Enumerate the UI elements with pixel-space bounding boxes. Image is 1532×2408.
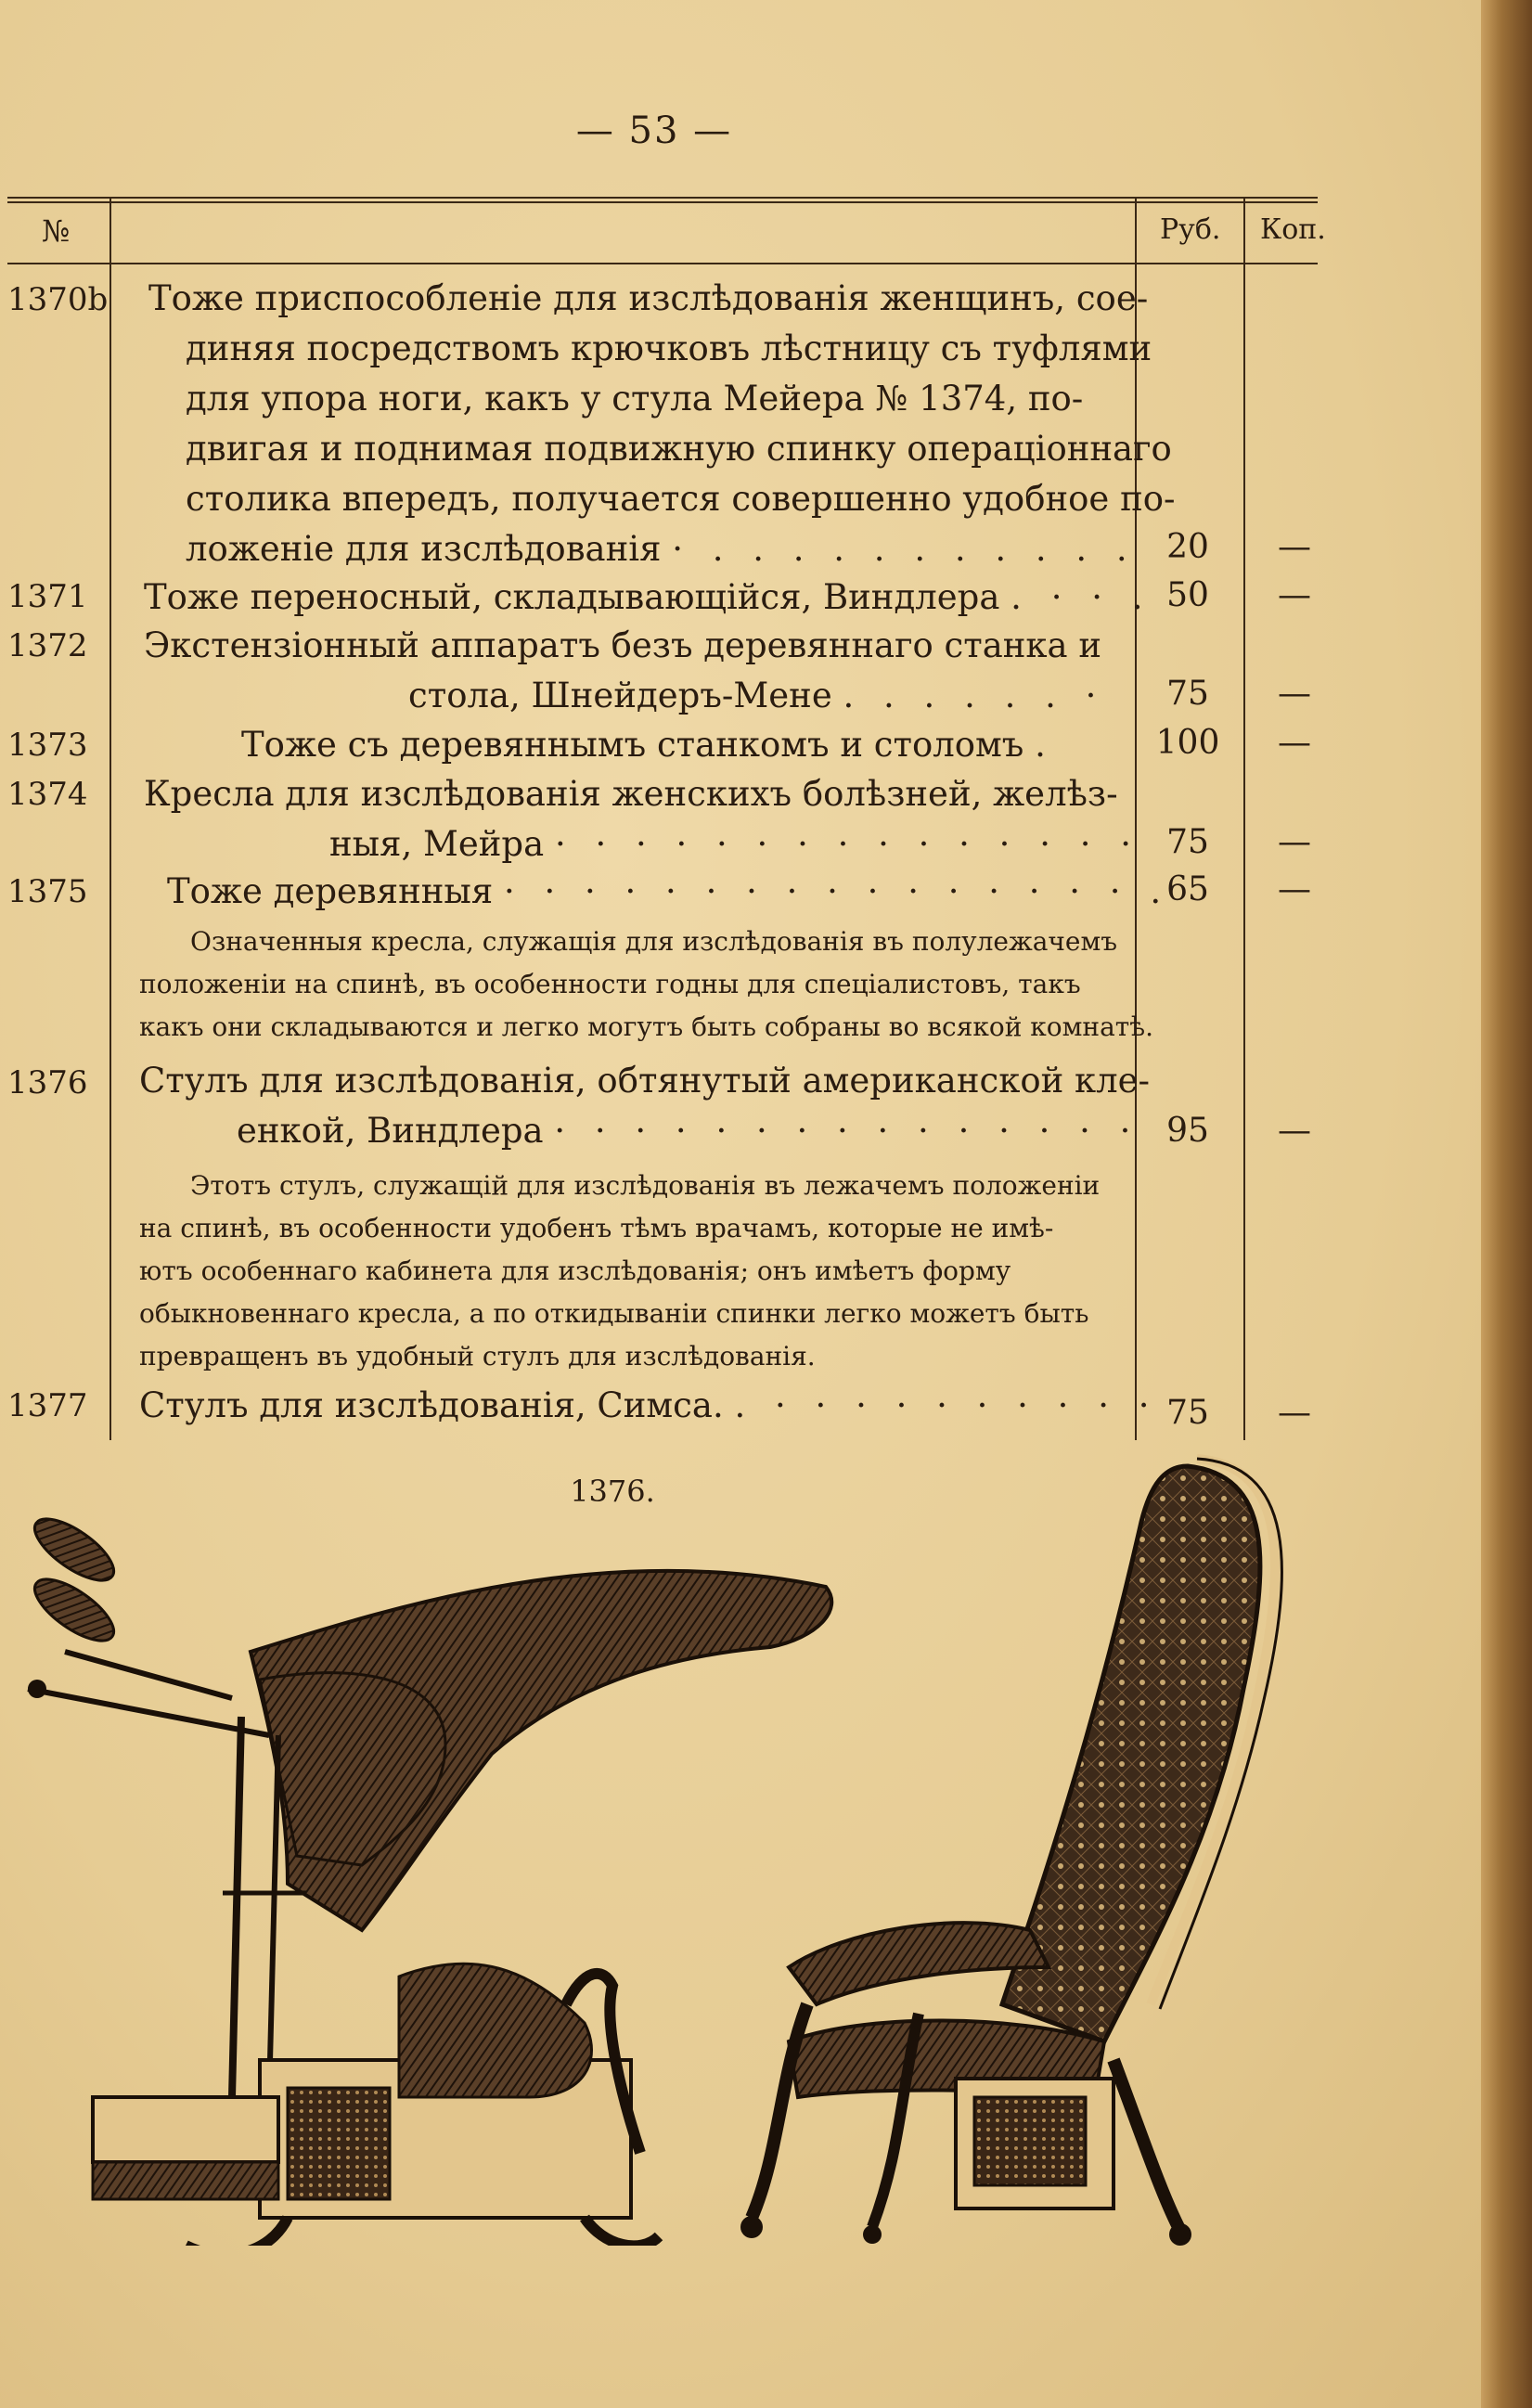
price-kop: —	[1278, 870, 1311, 908]
price-rub: 75	[1166, 675, 1209, 713]
text-column-rule	[1135, 197, 1137, 1440]
page-number: — 53 —	[575, 109, 733, 152]
right-armchair-icon	[740, 1459, 1281, 2246]
entry-number: 1373	[7, 727, 88, 764]
price-kop: —	[1278, 724, 1311, 762]
entry-text-line: ныя, Мейра · · · · · · · · · · · · · · ·	[329, 824, 1141, 864]
entry-text-line: Тоже деревянныя · · · · · · · · · · · · · · · · .	[167, 871, 1171, 911]
price-kop: —	[1278, 528, 1311, 566]
entry-number: 1370b	[7, 281, 109, 318]
price-rub: 65	[1166, 870, 1209, 908]
note-line: обыкновеннаго кресла, а по откидываніи спинки легко можетъ быть	[139, 1298, 1089, 1329]
price-kop: —	[1278, 675, 1311, 713]
entry-text-line: диняя посредствомъ крючковъ лѣстницу съ туфлями	[186, 328, 1152, 368]
price-rub: 20	[1166, 528, 1209, 566]
num-column-rule	[109, 197, 111, 1440]
price-rub: 75	[1166, 1394, 1209, 1432]
entry-text-line: ложеніе для изслѣдованія · . . . . . . . . . . .	[186, 529, 1137, 569]
note-line: положеніи на спинѣ, въ особенности годны для спеціалистовъ, такъ	[139, 969, 1081, 999]
entry-text-line: Стулъ для изслѣдованія, Симса. . · · · · · · · · · ·	[139, 1385, 1159, 1425]
rub-header: Руб.	[1160, 213, 1221, 246]
entry-number: 1372	[7, 627, 88, 664]
entry-text-line: Экстензіонный аппаратъ безъ деревяннаго станка и	[144, 625, 1102, 665]
entry-text-line: Тоже приспособленіе для изслѣдованія женщинъ, сое-	[148, 278, 1149, 318]
entry-text-line: Кресла для изслѣдованія женскихъ болѣзней, желѣз-	[144, 774, 1118, 814]
entry-text-line: Тоже переносный, складывающійся, Виндлера . · · .	[144, 577, 1152, 617]
entry-number: 1375	[7, 873, 88, 910]
entry-text-line: Тоже съ деревяннымъ станкомъ и столомъ .	[241, 725, 1055, 765]
num-header: №	[42, 213, 71, 249]
table-header-rule	[7, 263, 1318, 264]
kop-header: Коп.	[1260, 213, 1326, 246]
book-spine	[1481, 0, 1532, 2408]
price-kop: —	[1278, 823, 1311, 861]
entry-text-line: для упора ноги, какъ у стула Мейера № 1374, по-	[186, 379, 1084, 419]
price-kop: —	[1278, 576, 1311, 614]
entry-text-line: Стулъ для изслѣдованія, обтянутый американской кле-	[139, 1061, 1151, 1101]
price-rub: 75	[1166, 823, 1209, 861]
price-rub: 100	[1155, 724, 1220, 762]
entry-number: 1374	[7, 776, 88, 813]
note-line: превращенъ въ удобный стулъ для изслѣдованія.	[139, 1341, 816, 1371]
note-line: на спинѣ, въ особенности удобенъ тѣмъ врачамъ, которые не имѣ-	[139, 1213, 1054, 1243]
price-kop: —	[1278, 1394, 1311, 1432]
entry-number: 1376	[7, 1064, 88, 1101]
note-line: какъ они складываются и легко могутъ быть собраны во всякой комнатѣ.	[139, 1011, 1154, 1042]
note-line: Означенныя кресла, служащія для изслѣдованія въ полулежачемъ	[190, 926, 1118, 957]
note-line: ютъ особеннаго кабинета для изслѣдованія; онъ имѣетъ форму	[139, 1256, 1011, 1286]
price-rub: 50	[1166, 576, 1209, 614]
note-line: Этотъ стулъ, служащій для изслѣдованія въ лежачемъ положеніи	[190, 1170, 1101, 1201]
entry-text-line: столика впередъ, получается совершенно удобное по-	[186, 479, 1176, 519]
table-top-rule-2	[7, 201, 1318, 203]
entry-text-line: двигая и поднимая подвижную спинку операціоннаго	[186, 429, 1172, 469]
entry-text-line: енкой, Виндлера · · · · · · · · · · · · · · ·	[237, 1111, 1140, 1151]
figure-caption: 1376.	[570, 1474, 655, 1509]
table-top-rule	[7, 197, 1318, 199]
entry-number: 1377	[7, 1387, 88, 1424]
price-rub: 95	[1166, 1112, 1209, 1150]
entry-number: 1371	[7, 578, 88, 615]
entry-text-line: стола, Шнейдеръ-Мене . . . . . . ·	[408, 676, 1106, 715]
rub-column-rule	[1243, 197, 1245, 1440]
examination-chair-engraving-icon	[9, 1448, 1299, 2246]
price-kop: —	[1278, 1112, 1311, 1150]
left-chair-icon	[26, 1508, 832, 2246]
